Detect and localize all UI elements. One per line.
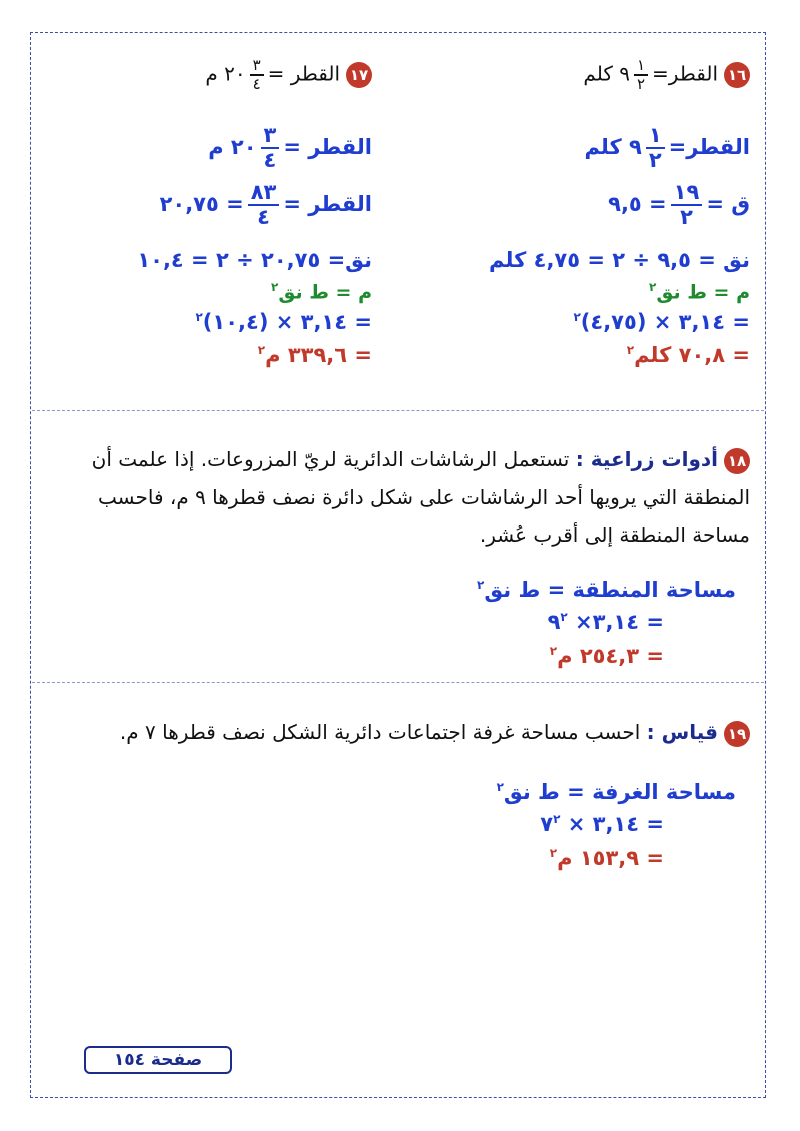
q16-line-2: ق = $\frac{١٩}{٢}$ = ٩,٥	[608, 180, 750, 229]
q18-number-badge: ١٨	[724, 448, 750, 474]
q17-radius-line: نق= ٢٠,٧٥ ÷ ٢ = ١٠,٤	[137, 248, 372, 272]
q17-result: = ٣٣٩,٦ م$^٢$	[257, 343, 372, 367]
q16-substitution: = ٣,١٤ × (٤,٧٥)$^٢$	[573, 310, 750, 334]
page-number-box: صفحة ١٥٤	[84, 1046, 232, 1074]
q16-radius-line: نق = ٩,٥ ÷ ٢ = ٤,٧٥ كلم	[489, 248, 750, 272]
q19-answer-2: = ٣,١٤ × $٧^٢$	[540, 812, 664, 836]
q18-answer-3: = ٢٥٤,٣ م$^٢$	[549, 644, 664, 668]
q18-answer-1: مساحة المنطقة = ط نق$^٢$	[477, 578, 736, 602]
q19-answer-3: = ١٥٣,٩ م$^٢$	[549, 846, 664, 870]
q16-line-1: القطر= $\frac{١}{٢}$ ٩ كلم	[584, 123, 750, 172]
q17-line-1: القطر = $\frac{٣}{٤}$ ٢٠ م	[208, 123, 372, 172]
q17-line-2: القطر = $\frac{٨٣}{٤}$ = ٢٠,٧٥	[159, 180, 372, 229]
divider-1	[32, 410, 764, 411]
q17-formula: م = ط نق$^٢$	[270, 280, 372, 304]
q16-number-badge: ١٦	[724, 62, 750, 88]
q17-number-badge: ١٧	[346, 62, 372, 88]
q18-text: تستعمل الرشاشات الدائرية لريّ المزروعات. إذا علمت أن المنطقة التي يرويها أحد الرشاشات على شكل دائرة نصف قطرها ٩ م، فاحسب مساحة المنطقة إلى أقرب عُشر.	[91, 447, 750, 547]
q19-text: احسب مساحة غرفة اجتماعات دائرية الشكل نصف قطرها ٧ م.	[119, 720, 641, 744]
q19-answer-1: مساحة الغرفة = ط نق$^٢$	[496, 780, 736, 804]
q17-prompt: ١٧القطر = $\frac{٣}{٤}$ ٢٠ م	[205, 58, 372, 92]
q18-answer-2: = ٣,١٤× $٩^٢$	[547, 610, 664, 634]
divider-2	[32, 682, 764, 683]
q16-prompt: ١٦القطر= $\frac{١}{٢}$ ٩ كلم	[583, 58, 750, 92]
q16-result: = ٧٠,٨ كلم$^٢$	[626, 343, 750, 367]
q18-question	[60, 440, 750, 554]
q17-substitution: = ٣,١٤ × (١٠,٤)$^٢$	[195, 310, 372, 334]
q16-formula: م = ط نق$^٢$	[648, 280, 750, 304]
q19-title: قياس :	[646, 720, 718, 744]
q19-question	[120, 720, 750, 747]
q19-number-badge: ١٩	[724, 721, 750, 747]
q18-title: أدوات زراعية :	[575, 447, 718, 471]
